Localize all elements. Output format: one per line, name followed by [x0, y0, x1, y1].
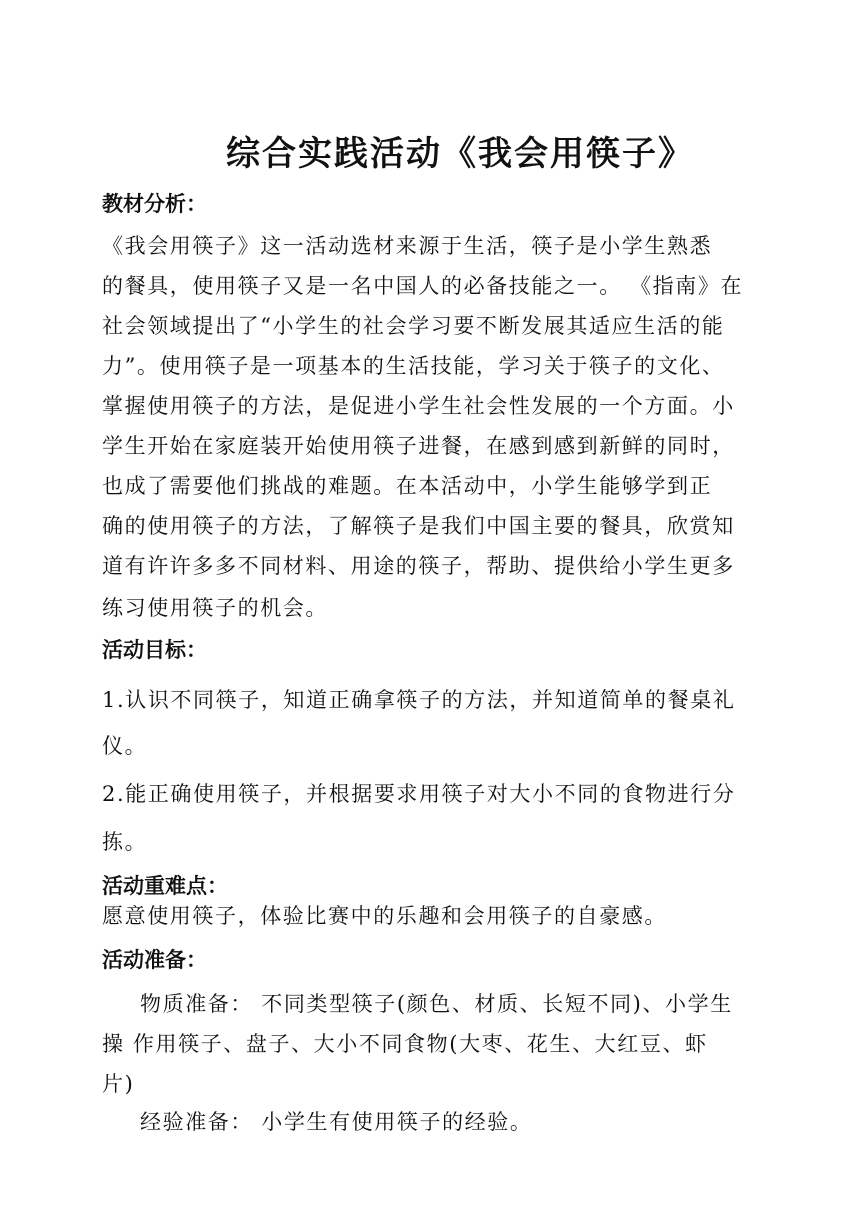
analysis-line: 《我会用筷子》这一活动选材来源于生活，筷子是小学生熟悉: [102, 234, 713, 258]
section-heading-analysis: 教材分析：: [102, 192, 207, 216]
analysis-line: 学生开始在家庭装开始使用筷子进餐，在感到感到新鲜的同时，: [102, 434, 735, 458]
goal-line: 仪。: [102, 734, 148, 758]
section-heading-key-points: 活动重难点：: [102, 874, 228, 898]
analysis-line: 力”。使用筷子是一项基本的生活技能，学习关于筷子的文化、: [102, 354, 725, 378]
goal-line: 2.能正确使用筷子，并根据要求用筷子对大小不同的食物进行分: [102, 782, 736, 806]
key-point-line: 愿意使用筷子，体验比赛中的乐趣和会用筷子的自豪感。: [102, 904, 667, 928]
analysis-line: 社会领域提出了“小学生的社会学习要不断发展其适应生活的能: [102, 314, 725, 338]
preparation-line: 物质准备： 不同类型筷子(颜色、材质、长短不同)、小学生: [140, 992, 733, 1016]
preparation-line: 经验准备： 小学生有使用筷子的经验。: [140, 1110, 533, 1134]
section-heading-goals: 活动目标：: [102, 638, 207, 662]
goal-line: 拣。: [102, 830, 148, 854]
analysis-line: 练习使用筷子的机会。: [102, 596, 328, 620]
analysis-line: 确的使用筷子的方法，了解筷子是我们中国主要的餐具，欣赏知: [102, 514, 735, 538]
goal-line: 1.认识不同筷子，知道正确拿筷子的方法，并知道简单的餐桌礼: [102, 688, 736, 712]
preparation-line: 片): [102, 1072, 135, 1096]
section-heading-preparation: 活动准备：: [102, 948, 207, 972]
document-title: 综合实践活动《我会用筷子》: [226, 134, 694, 174]
analysis-line: 的餐具，使用筷子又是一名中国人的必备技能之一。 《指南》在: [102, 274, 744, 298]
analysis-line: 道有许许多多不同材料、用途的筷子，帮助、提供给小学生更多: [102, 554, 735, 578]
preparation-line: 操 作用筷子、盘子、大小不同食物(大枣、花生、大红豆、虾: [102, 1032, 708, 1056]
analysis-line: 也成了需要他们挑战的难题。在本活动中，小学生能够学到正: [102, 474, 713, 498]
analysis-line: 掌握使用筷子的方法，是促进小学生社会性发展的一个方面。小: [102, 394, 735, 418]
